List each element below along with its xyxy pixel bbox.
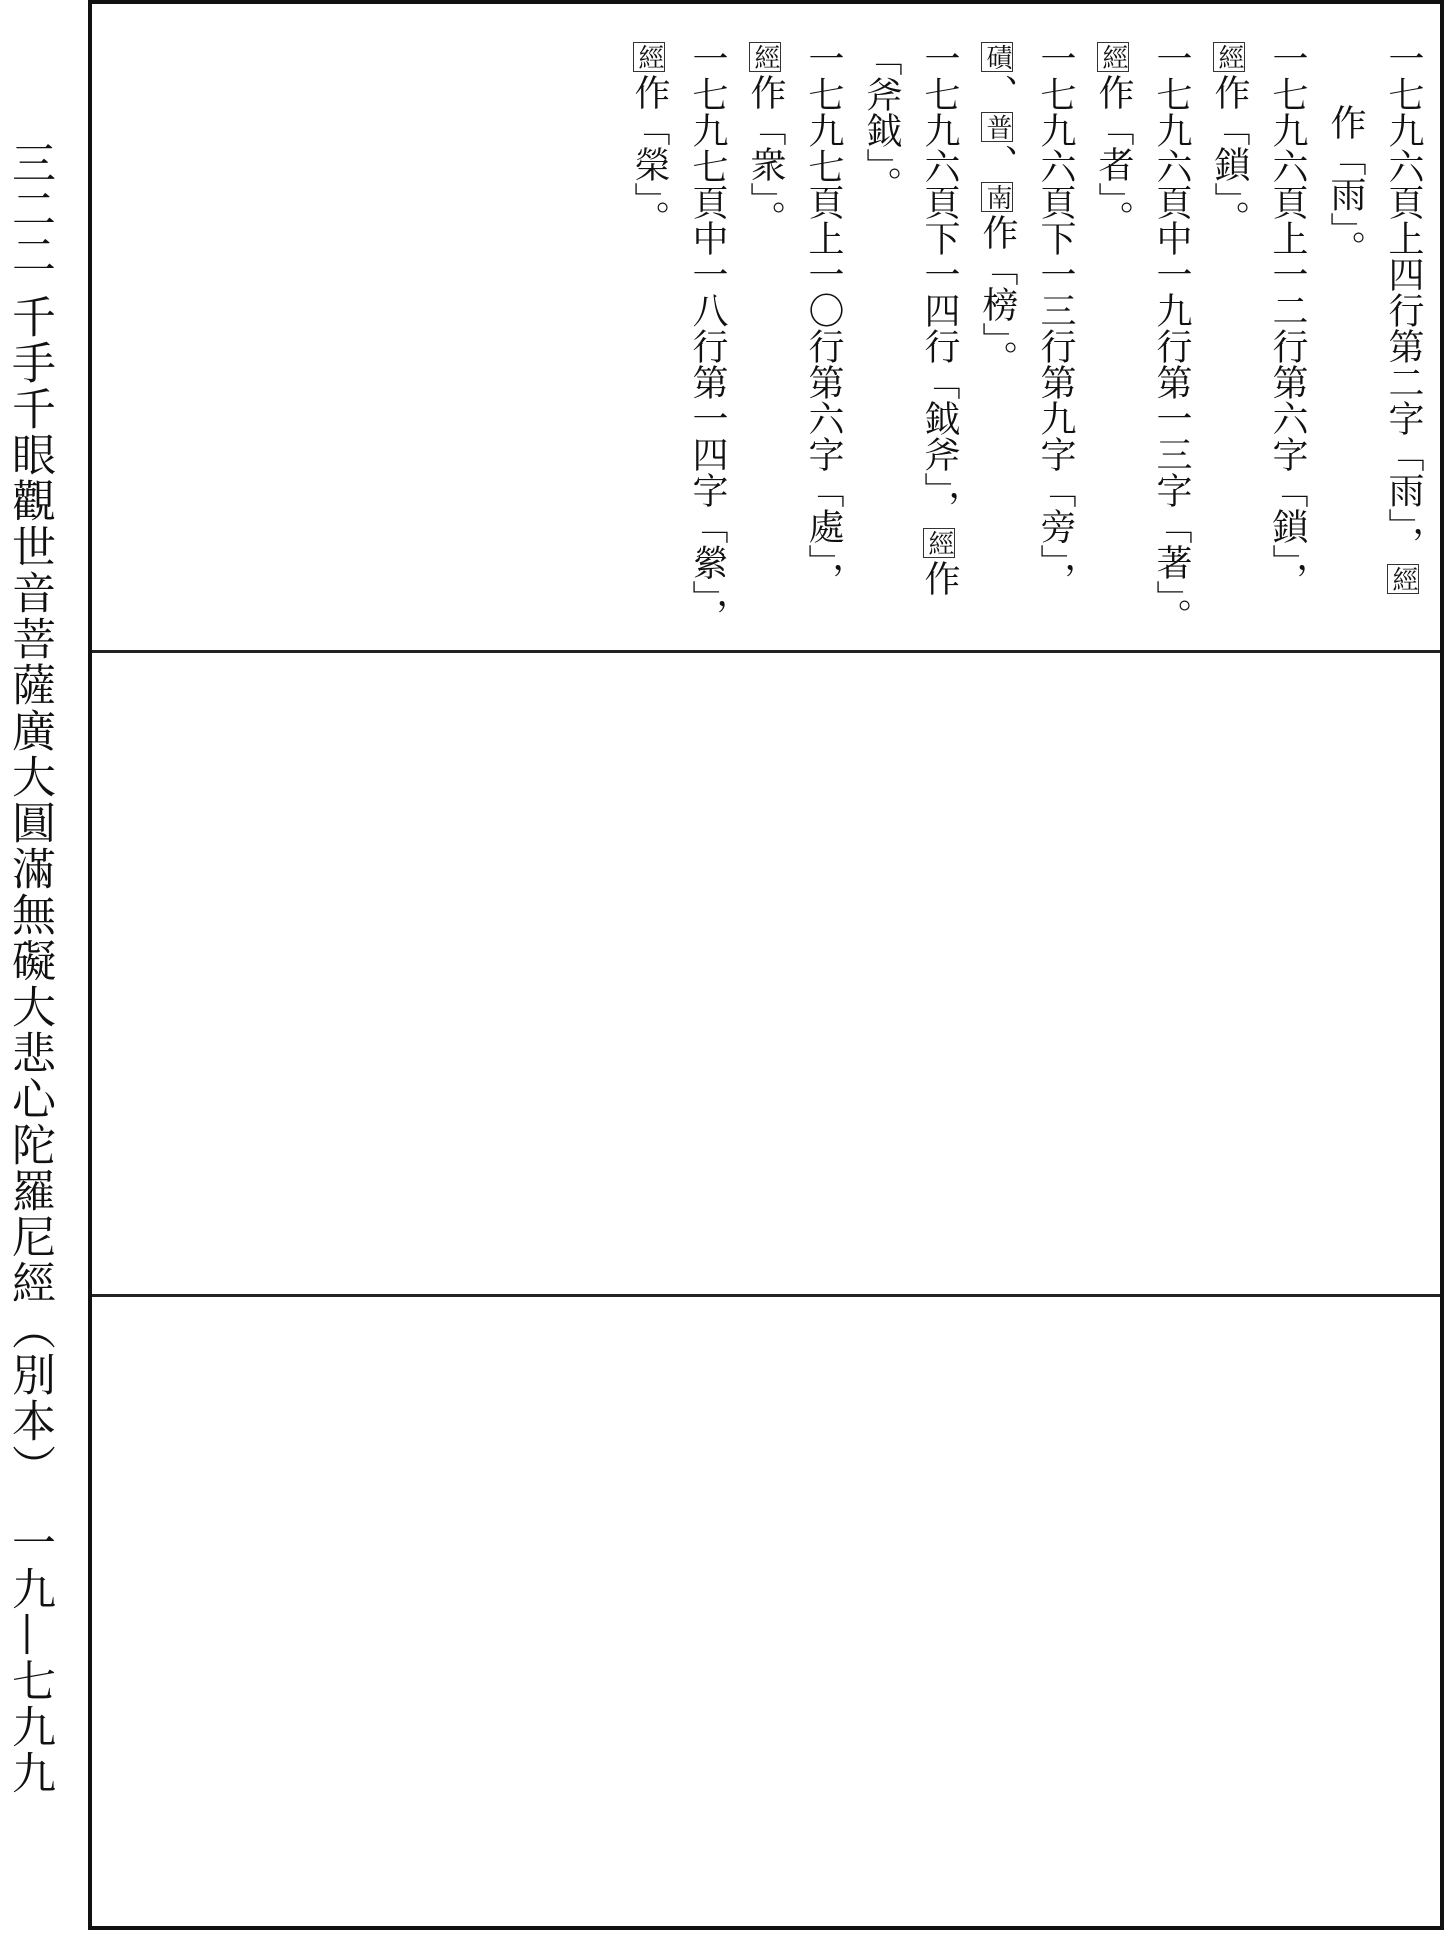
note-bullet: 一 <box>1267 40 1308 76</box>
section-divider <box>92 650 1440 653</box>
edition-mark: 經 <box>634 44 664 70</box>
collation-notes <box>620 40 1432 640</box>
note-text: 作「鎖」。 <box>1209 74 1250 236</box>
note-text: 作「衆」。 <box>745 74 786 236</box>
edition-mark: 磧 <box>982 44 1012 70</box>
section-divider <box>92 1294 1440 1297</box>
note-text: 作「者」。 <box>1093 74 1134 236</box>
note-text: 七九六頁上四行第二字「雨」， <box>1383 76 1424 562</box>
note-text: 七九六頁下一三行第九字「旁」， <box>1035 76 1076 598</box>
edition-mark: 普 <box>982 114 1012 140</box>
note-text: 七九六頁下一四行「鉞斧」， <box>919 76 960 526</box>
edition-mark: 南 <box>982 184 1012 210</box>
edition-mark: 經 <box>1098 44 1128 70</box>
edition-mark: 經 <box>750 44 780 70</box>
note-item <box>852 40 968 640</box>
note-item <box>968 40 1084 640</box>
note-bullet: 一 <box>919 40 960 76</box>
separator: 、 <box>977 144 1018 180</box>
note-item <box>736 40 852 640</box>
edition-mark: 經 <box>1388 566 1418 592</box>
note-text: 作 <box>919 560 960 596</box>
page-number: 一九—七九九 <box>4 1520 55 1796</box>
side-title: 三二二 千手千眼觀世音菩薩廣大圓滿無礙大悲心陀羅尼經（別本） <box>4 140 55 1490</box>
note-item <box>1316 40 1432 640</box>
note-item <box>620 40 736 640</box>
edition-mark: 經 <box>924 530 954 556</box>
note-text: 七九七頁上一〇行第六字「處」， <box>803 76 844 598</box>
note-bullet: 一 <box>687 40 728 76</box>
note-text: 七九七頁中一八行第一四字「縈」， <box>687 76 728 634</box>
note-bullet: 一 <box>1151 40 1192 76</box>
note-bullet: 一 <box>1035 40 1076 76</box>
note-item <box>1084 40 1200 640</box>
note-text: 「斧鉞」。 <box>861 40 902 202</box>
note-bullet: 一 <box>1383 40 1424 76</box>
note-bullet: 一 <box>803 40 844 76</box>
note-text: 作「雨」。 <box>1325 104 1366 266</box>
note-item <box>1200 40 1316 640</box>
note-text: 作「榮」。 <box>629 74 670 236</box>
edition-mark: 經 <box>1214 44 1244 70</box>
note-text: 七九六頁中一九行第一三字「著」。 <box>1151 76 1192 634</box>
note-text: 作「榜」。 <box>977 214 1018 376</box>
separator: 、 <box>977 74 1018 110</box>
note-text: 七九六頁上一二行第六字「鎖」， <box>1267 76 1308 598</box>
